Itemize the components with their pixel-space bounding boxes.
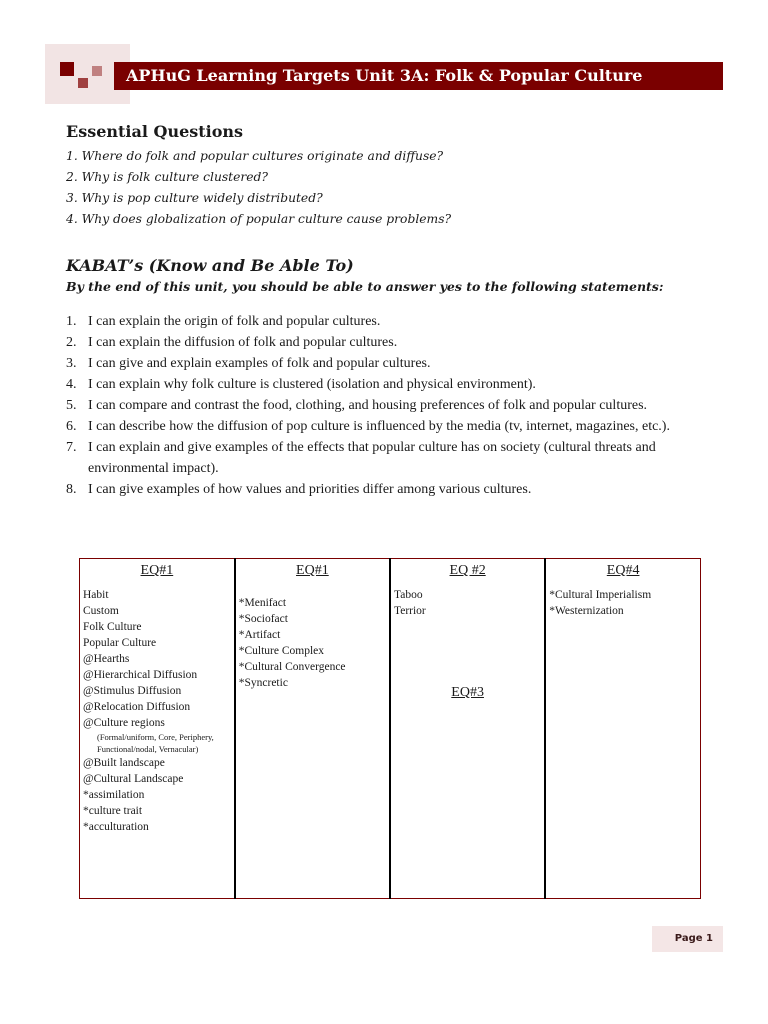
item-number: 1. — [66, 314, 77, 329]
list-item — [83, 731, 231, 755]
list-item: *Culture Complex — [238, 645, 325, 657]
list-item: Habit — [83, 589, 109, 601]
table-cell-eq4 — [545, 559, 700, 899]
item-number: 4. — [66, 377, 77, 392]
list-item: 1. Where do folk and popular cultures originate and diffuse? — [66, 149, 444, 163]
list-item: *acculturation — [83, 821, 149, 833]
item-text: I can compare and contrast the food, clothing, and housing preferences of folk and popular cultures. — [88, 398, 648, 413]
culture-regions-note: (Formal/uniform, Core, Periphery, Functional/nodal, Vernacular) — [97, 732, 214, 754]
item-number: 3. — [66, 356, 77, 371]
term-list — [394, 587, 541, 619]
item-text: I can describe how the diffusion of pop culture is influenced by the media (tv, internet, magazines, etc.). — [88, 419, 670, 434]
table-cell-eq1-b — [235, 559, 390, 899]
list-item: *Cultural Convergence — [238, 661, 346, 673]
list-item: *Artifact — [238, 629, 281, 641]
column-heading: EQ#4 — [606, 563, 640, 578]
list-item: Taboo — [394, 589, 423, 601]
vocabulary-table — [79, 558, 701, 899]
list-item: @Hierarchical Diffusion — [83, 669, 198, 681]
list-item: *Westernization — [549, 605, 624, 617]
list-item: @Built landscape — [83, 757, 165, 769]
list-item: @Culture regions — [83, 717, 165, 729]
decor-square — [60, 62, 74, 76]
table-cell-eq1 — [80, 559, 235, 899]
item-number: 8. — [66, 482, 77, 497]
list-item — [66, 437, 706, 479]
list-item: *assimilation — [83, 789, 145, 801]
list-item: *Menifact — [238, 597, 287, 609]
list-item: @Relocation Diffusion — [83, 701, 191, 713]
item-number: 7. — [66, 440, 77, 455]
item-text: I can give examples of how values and priorities differ among various cultures. — [88, 482, 532, 497]
term-list — [549, 587, 697, 619]
item-number: 6. — [66, 419, 77, 434]
item-text: I can explain the origin of folk and popular cultures. — [88, 314, 381, 329]
list-item: 3. Why is pop culture widely distributed? — [66, 191, 323, 205]
decor-square — [78, 78, 88, 88]
essential-questions-list — [66, 146, 451, 230]
column-heading: EQ #2 — [449, 563, 486, 578]
list-item: @Cultural Landscape — [83, 773, 184, 785]
list-item — [66, 332, 706, 353]
essential-questions-heading: Essential Questions — [66, 122, 244, 141]
list-item: Folk Culture — [83, 621, 142, 633]
item-number: 2. — [66, 335, 77, 350]
list-item — [66, 395, 706, 416]
column-heading: EQ#1 — [140, 563, 174, 578]
list-item: @Hearths — [83, 653, 130, 665]
page-number: Page 1 — [652, 926, 723, 952]
list-item — [66, 374, 706, 395]
item-text: I can explain why folk culture is clustered (isolation and physical environment). — [88, 377, 536, 392]
term-list — [83, 587, 231, 835]
item-number: 5. — [66, 398, 77, 413]
list-item — [66, 311, 706, 332]
list-item: 2. Why is folk culture clustered? — [66, 170, 269, 184]
list-item: *Cultural Imperialism — [549, 589, 652, 601]
table-row — [80, 559, 701, 899]
list-item: Popular Culture — [83, 637, 157, 649]
list-item — [66, 416, 706, 437]
list-item: *culture trait — [83, 805, 143, 817]
term-list — [239, 595, 386, 691]
table-cell-eq2-eq3 — [390, 559, 545, 899]
list-item: 4. Why does globalization of popular culture cause problems? — [66, 212, 452, 226]
list-item: @Stimulus Diffusion — [83, 685, 182, 697]
list-item: Custom — [83, 605, 119, 617]
list-item: *Syncretic — [238, 677, 288, 689]
kabat-list — [66, 311, 706, 500]
column-heading-eq3: EQ#3 — [451, 685, 484, 700]
page-title: APHuG Learning Targets Unit 3A: Folk & Popular Culture — [114, 62, 723, 90]
item-text: I can give and explain examples of folk and popular cultures. — [88, 356, 431, 371]
item-text: I can explain the diffusion of folk and popular cultures. — [88, 335, 398, 350]
kabat-subheading: By the end of this unit, you should be able to answer yes to the following statements: — [66, 279, 664, 294]
list-item: Terrior — [394, 605, 426, 617]
list-item — [66, 479, 706, 500]
column-heading: EQ#1 — [296, 563, 329, 578]
list-item — [66, 353, 706, 374]
item-text: I can explain and give examples of the effects that popular culture has on society (cultural threats and environmental impact). — [88, 440, 656, 476]
decor-square — [92, 66, 102, 76]
list-item: *Sociofact — [238, 613, 288, 625]
kabat-heading: KABAT’s (Know and Be Able To) — [66, 256, 354, 275]
